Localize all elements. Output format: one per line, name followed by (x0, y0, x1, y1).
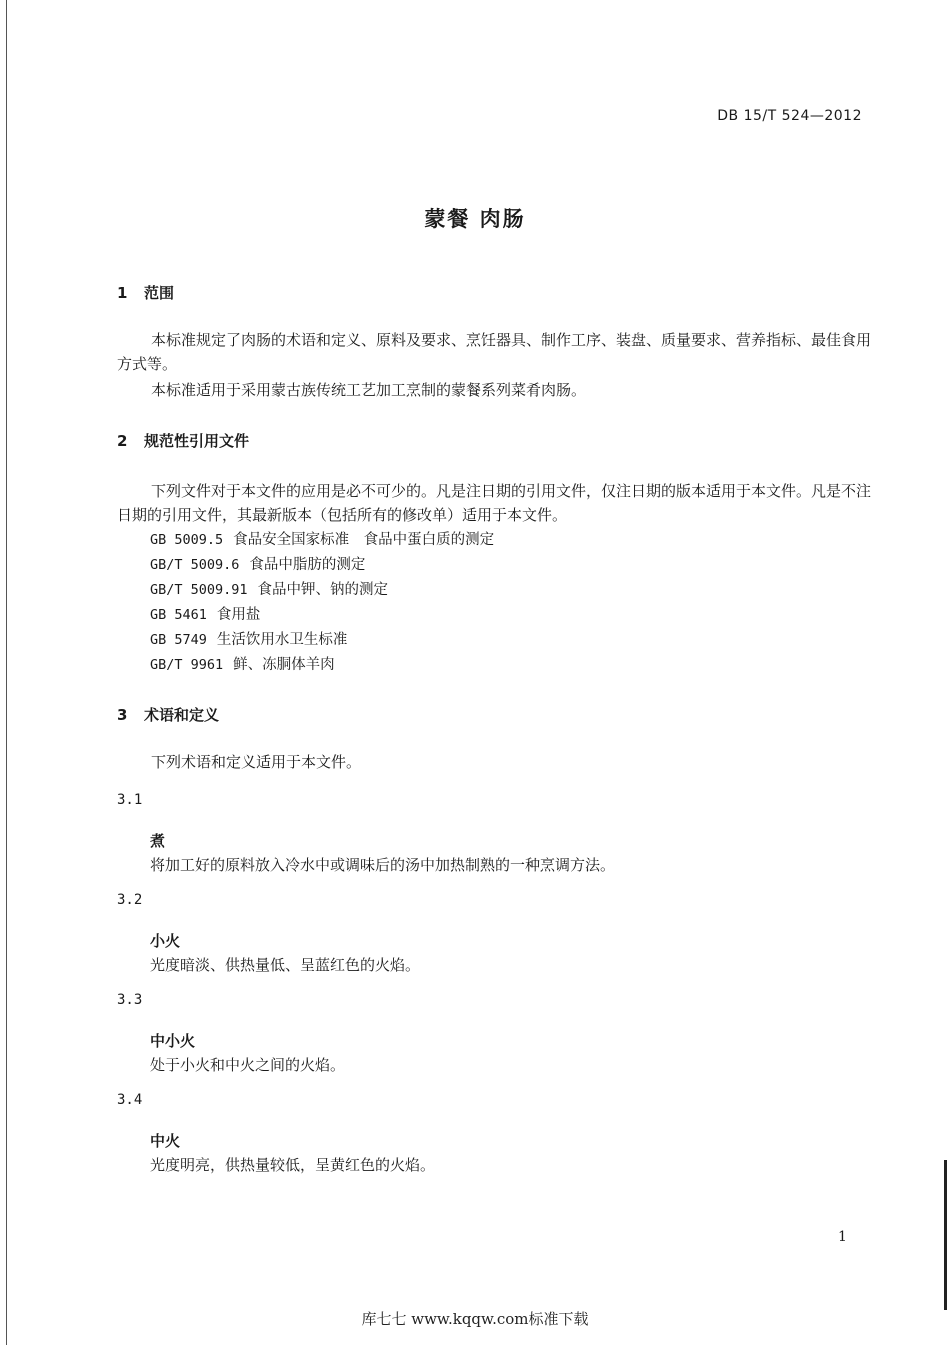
reference-item (150, 628, 347, 649)
term-definition: 处于小火和中火之间的火焰。 (150, 1056, 346, 1074)
section-title: 术语和定义 (144, 706, 220, 724)
term-number: 3.1 (117, 792, 143, 808)
scope-paragraph-2: 本标准适用于采用蒙古族传统工艺加工烹制的蒙餐系列菜肴肉肠。 (151, 381, 587, 399)
normative-intro: 下列文件对于本文件的应用是必不可少的。凡是注日期的引用文件，仅注日期的版本适用于本文件。凡是不注日期的引用文件，其最新版本（包括所有的修改单）适用于本文件。 (117, 482, 872, 524)
document-title: 蒙餐 肉肠 (424, 207, 526, 231)
term-definition: 将加工好的原料放入冷水中或调味后的汤中加热制熟的一种烹调方法。 (150, 856, 616, 874)
reference-name: 食品安全国家标准 食品中蛋白质的测定 (233, 532, 495, 548)
footer-watermark: 库七七 www.kqqw.com标准下载 (361, 1310, 589, 1328)
reference-name: 食品中脂肪的测定 (249, 557, 366, 573)
reference-code: GB/T 9961 (150, 657, 224, 673)
reference-name: 鲜、冻胴体羊肉 (233, 657, 335, 673)
terms-intro: 下列术语和定义适用于本文件。 (151, 753, 362, 771)
term-name: 煮 (150, 832, 166, 850)
reference-code: GB 5009.5 (150, 532, 224, 548)
scan-edge-left (6, 0, 7, 1345)
scan-edge-right (944, 1160, 947, 1310)
reference-item (150, 528, 494, 549)
term-name: 中火 (150, 1132, 181, 1150)
page-number: 1 (838, 1229, 847, 1245)
term-definition: 光度明亮，供热量较低，呈黄红色的火焰。 (150, 1156, 436, 1174)
reference-name: 食品中钾、钠的测定 (257, 582, 389, 598)
section-number: 3 (117, 706, 128, 724)
term-number: 3.3 (117, 992, 143, 1008)
scope-paragraph-1: 本标准规定了肉肠的术语和定义、原料及要求、烹饪器具、制作工序、装盘、质量要求、营养指标、最佳食用方式等。 (117, 331, 872, 373)
term-definition: 光度暗淡、供热量低、呈蓝红色的火焰。 (150, 956, 421, 974)
standard-code: DB 15/T 524—2012 (717, 108, 862, 124)
section-heading-normative (117, 430, 249, 451)
reference-item (150, 553, 365, 574)
reference-code: GB 5461 (150, 607, 207, 623)
section-heading-terms (117, 704, 219, 725)
term-name: 中小火 (150, 1032, 196, 1050)
section-heading-scope (117, 282, 174, 303)
reference-item (150, 578, 388, 599)
term-number: 3.2 (117, 892, 143, 908)
section-title: 范围 (144, 284, 175, 302)
reference-name: 食用盐 (216, 607, 261, 623)
term-name: 小火 (150, 932, 181, 950)
term-number: 3.4 (117, 1092, 143, 1108)
reference-name: 生活饮用水卫生标准 (216, 632, 348, 648)
reference-item (150, 653, 335, 674)
reference-code: GB/T 5009.6 (150, 557, 240, 573)
section-number: 1 (117, 284, 128, 302)
section-title: 规范性引用文件 (144, 432, 250, 450)
reference-code: GB/T 5009.91 (150, 582, 248, 598)
reference-code: GB 5749 (150, 632, 207, 648)
reference-item (150, 603, 260, 624)
section-number: 2 (117, 432, 128, 450)
